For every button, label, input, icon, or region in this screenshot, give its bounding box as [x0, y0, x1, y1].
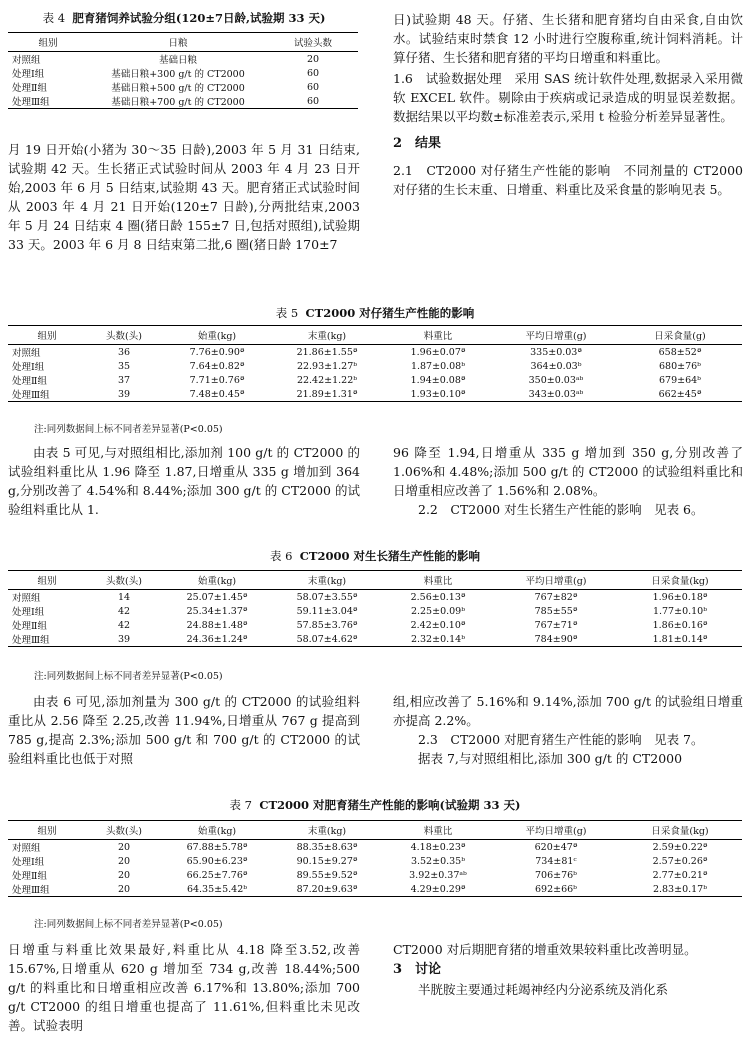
table-row [8, 618, 742, 632]
table-cell: 785±55ª [534, 605, 578, 617]
table-cell: 基础日粮+700 g/t 的 CT2000 [88, 94, 268, 109]
table-cell: 1.87±0.08ᵇ [410, 360, 466, 372]
table7 [8, 820, 742, 897]
table-cell: 350±0.03ᵃᵇ [528, 374, 584, 386]
column-header: 组别 [8, 326, 86, 345]
table5-caption: 表 5 CT2000 对仔猪生产性能的影响 [275, 306, 475, 320]
table6 [8, 570, 742, 647]
table-cell: 662±45ª [618, 387, 742, 402]
table-cell: 24.88±1.48ª [186, 619, 248, 631]
table-row [8, 604, 742, 618]
table-cell: 37 [117, 374, 131, 386]
column-header: 平均日增重(g) [494, 571, 618, 590]
table-cell: 处理Ⅰ组 [12, 362, 45, 373]
table-cell: 343±0.03ᵃᵇ [494, 387, 618, 402]
table6-note: 注:同列数据间上标不同者差异显著(P<0.05) [34, 671, 223, 682]
table-cell: 处理Ⅰ组 [12, 857, 45, 868]
table-row [8, 854, 742, 868]
table-cell: 66.25±7.76ª [186, 869, 248, 881]
table-cell: 65.90±6.23ª [186, 855, 248, 867]
column-header: 日采食量(kg) [618, 571, 742, 590]
text6-right: 组,相应改善了 5.16%和 9.14%,添加 700 g/t 的试验组日增重亦提高 2.2%。 2.3 CT2000 对肥育猪生产性能的影响 见表 7。 据表 7,与对照组相比,添加 300 g/t 的 CT2000 [393, 694, 743, 766]
table-cell: 4.18±0.23ª [410, 841, 466, 853]
table-cell: 1.86±0.16ª [652, 619, 708, 631]
table-cell: 784±90ª [494, 632, 618, 647]
text5-right: 96 降至 1.94,日增重从 335 g 增加到 350 g,分别改善了 1.06%和 4.48%;添加 500 g/t 的 CT2000 的试验组料重比和日增重相应改善了 1.56%和 2.08%。 2.2 CT2000 对生长猪生产性能的影响 见表 6。 [393, 445, 743, 517]
table-cell: 39 [86, 387, 162, 402]
table4-caption [8, 10, 360, 26]
table-cell: 对照组 [12, 55, 41, 66]
table-cell: 42 [117, 619, 131, 631]
table-cell: 对照组 [12, 348, 41, 359]
table-cell: 对照组 [12, 593, 41, 604]
column-header: 头数(头) [86, 571, 162, 590]
table-cell: 对照组 [12, 843, 41, 854]
table-row [8, 373, 742, 387]
table-cell: 60 [268, 94, 358, 109]
table-cell: 67.88±5.78ª [186, 841, 248, 853]
table-cell: 20 [117, 855, 131, 867]
table-cell: 2.56±0.13ª [410, 591, 466, 603]
left-para-1: 月 19 日开始(小猪为 30～35 日龄),2003 年 5 月 31 日结束,试验期 42 天。生长猪正式试验时间从 2003 年 4 月 23 日开始,2003 年 6 月 5 日结束,试验期 43 天。肥育猪正式试验时间从 2003 年 4 月 21 日开始(120±7 日龄),分两批结束,2003 年 5 月 24 日结束 4 圈(猪日龄 155±7 日,包括对照组),试验期 33 天。2003 年 6 月 8 日结束第二批,6 圈(猪日龄 170±7 [8, 142, 360, 252]
column-header: 始重(kg) [162, 326, 272, 345]
table-row [8, 590, 742, 605]
table-row [8, 66, 358, 80]
column-header: 料重比 [382, 326, 494, 345]
table-cell: 734±81ᶜ [535, 855, 577, 867]
column-header: 末重(kg) [272, 821, 382, 840]
column-header: 料重比 [382, 571, 494, 590]
table-cell: 59.11±3.04ª [296, 605, 358, 617]
table7-caption: 表 7 CT2000 对肥育猪生产性能的影响(试验期 33 天) [229, 798, 521, 812]
column-header: 日采食量(g) [618, 326, 742, 345]
table-cell: 620±47ª [534, 841, 578, 853]
table-cell: 7.48±0.45ª [162, 387, 272, 402]
table-cell: 处理Ⅲ组 [8, 94, 88, 109]
right-para-1: 日)试验期 48 天。仔猪、生长猪和肥育猪均自由采食,自由饮水。试验结束时禁食 12 小时进行空腹称重,统计饲料消耗。计算仔猪、生长猪和肥育猪的平均日增重和料重比。 [393, 12, 743, 65]
table-cell: 14 [117, 591, 131, 603]
table-cell: 处理Ⅱ组 [12, 376, 47, 387]
table-cell: 1.94±0.08ª [410, 374, 466, 386]
table-row [8, 52, 358, 67]
table-cell: 24.36±1.24ª [162, 632, 272, 647]
table-cell: 3.52±0.35ᵇ [410, 855, 466, 867]
column-header: 试验头数 [268, 33, 358, 52]
right-para-3: 2.1 CT2000 对仔猪生产性能的影响 不同剂量的 CT2000 对仔猪的生长末重、日增重、料重比及采食量的影响见表 5。 [393, 163, 743, 197]
column-header: 始重(kg) [162, 821, 272, 840]
table-row [8, 840, 742, 855]
column-header: 平均日增重(g) [494, 326, 618, 345]
table-cell: 88.35±8.63ª [296, 841, 358, 853]
table-cell: 处理Ⅰ组 [12, 607, 45, 618]
table-cell: 20 [117, 841, 131, 853]
table-cell: 处理Ⅰ组 [12, 69, 45, 80]
table-row [8, 882, 742, 897]
table-cell: 2.25±0.09ᵇ [410, 605, 466, 617]
table-cell: 2.59±0.22ª [652, 841, 708, 853]
table-cell: 90.15±9.27ª [296, 855, 358, 867]
table-cell: 58.07±3.55ª [296, 591, 358, 603]
column-header: 组别 [8, 571, 86, 590]
table-cell: 7.64±0.82ª [189, 360, 245, 372]
table-cell: 36 [117, 346, 131, 358]
table-cell: 692±66ᵇ [494, 882, 618, 897]
table-cell: 39 [86, 632, 162, 647]
table-cell: 57.85±3.76ª [296, 619, 358, 631]
table-row [8, 632, 742, 647]
table-cell: 2.32±0.14ᵇ [382, 632, 494, 647]
table-cell: 335±0.03ª [530, 346, 582, 358]
bottom-left: 日增重与料重比效果最好,料重比从 4.18 降至3.52,改善 15.67%,日增重从 620 g 增加至 734 g,改善 18.44%;500 g/t 的料重比和日增重相应改善 6.17%和 13.80%;添加 700 g/t CT2000 的组日增重也提高了 11.61%,但料重比未见改善。试验表明 [8, 942, 360, 1033]
table-cell: 42 [117, 605, 131, 617]
table-cell: 7.71±0.76ª [189, 374, 245, 386]
table-cell: 658±52ª [658, 346, 702, 358]
section-heading-results: 2 结果 [393, 136, 442, 151]
table5 [8, 325, 742, 402]
table-cell: 364±0.03ᵇ [530, 360, 582, 372]
table-cell: 679±64ᵇ [659, 374, 701, 386]
column-header: 头数(头) [86, 821, 162, 840]
table-row [8, 345, 742, 360]
caption-number: 表 4 [42, 11, 66, 25]
table-cell: 1.77±0.10ᵇ [652, 605, 708, 617]
table-cell: 89.55±9.52ª [296, 869, 358, 881]
table-cell: 处理Ⅱ组 [12, 871, 47, 882]
table-cell: 1.96±0.18ª [652, 591, 708, 603]
table-row [8, 387, 742, 402]
table-cell: 基础日粮+300 g/t 的 CT2000 [111, 69, 245, 80]
table-cell: 基础日粮+500 g/t 的 CT2000 [111, 83, 245, 94]
table-cell: 680±76ᵇ [659, 360, 701, 372]
table-row [8, 359, 742, 373]
table-cell: 60 [306, 81, 320, 93]
table7-note: 注:同列数据间上标不同者差异显著(P<0.05) [34, 919, 223, 930]
table-cell: 4.29±0.29ª [382, 882, 494, 897]
table5-note: 注:同列数据间上标不同者差异显著(P<0.05) [34, 424, 223, 435]
table-cell: 58.07±4.62ª [272, 632, 382, 647]
column-header: 组别 [8, 821, 86, 840]
table-cell: 25.07±1.45ª [186, 591, 248, 603]
table-row [8, 94, 358, 109]
table-cell: 767±71ª [534, 619, 578, 631]
table-cell: 20 [86, 882, 162, 897]
table-cell: 35 [117, 360, 131, 372]
column-header: 末重(kg) [272, 326, 382, 345]
column-header: 平均日增重(g) [494, 821, 618, 840]
table-cell: 处理Ⅲ组 [8, 632, 86, 647]
table-cell: 2.42±0.10ª [410, 619, 466, 631]
bottom-right: CT2000 对后期肥育猪的增重效果较料重比改善明显。 3 讨论 半胱胺主要通过耗竭神经内分泌系统及消化系 [393, 940, 743, 999]
table-cell: 7.76±0.90ª [189, 346, 245, 358]
table-cell: 22.93±1.27ᵇ [296, 360, 358, 372]
table-cell: 20 [306, 53, 320, 65]
table-cell: 处理Ⅱ组 [12, 621, 47, 632]
column-header: 头数(头) [86, 326, 162, 345]
table6-caption: 表 6 CT2000 对生长猪生产性能的影响 [269, 549, 481, 563]
table-cell: 1.93±0.10ª [382, 387, 494, 402]
column-header: 日采食量(kg) [618, 821, 742, 840]
table-cell: 1.81±0.14ª [618, 632, 742, 647]
table-cell: 767±82ª [534, 591, 578, 603]
right-top-text [393, 10, 743, 199]
table-row [8, 80, 358, 94]
column-header: 末重(kg) [272, 571, 382, 590]
caption-text: 肥育猪饲养试验分组(120±7日龄,试验期 33 天) [72, 11, 326, 25]
table4 [8, 32, 358, 109]
table-cell: 3.92±0.37ᵃᵇ [409, 869, 467, 881]
table-cell: 处理Ⅲ组 [8, 387, 86, 402]
table-cell: 基础日粮 [158, 55, 197, 66]
column-header: 日粮 [88, 33, 268, 52]
table-cell: 22.42±1.22ᵇ [296, 374, 358, 386]
table-cell: 处理Ⅲ组 [8, 882, 86, 897]
text5-left: 由表 5 可见,与对照组相比,添加剂 100 g/t 的 CT2000 的试验组料重比从 1.96 降至 1.87,日增重从 335 g 增加到 364 g,分别改善了 4.54%和 8.44%;添加 300 g/t 的 CT2000 的试验组料重比从 1. [8, 445, 360, 517]
table-cell: 60 [306, 67, 320, 79]
table-cell: 21.89±1.31ª [272, 387, 382, 402]
table-cell: 2.77±0.21ª [652, 869, 708, 881]
table-cell: 20 [117, 869, 131, 881]
column-header: 组别 [8, 33, 88, 52]
table-cell: 21.86±1.55ª [296, 346, 358, 358]
table-cell: 2.57±0.26ª [652, 855, 708, 867]
section-heading-discussion: 3 讨论 [393, 962, 442, 977]
table-cell: 1.96±0.07ª [410, 346, 466, 358]
column-header: 始重(kg) [162, 571, 272, 590]
table-cell: 2.83±0.17ᵇ [618, 882, 742, 897]
table-cell: 87.20±9.63ª [272, 882, 382, 897]
right-para-2: 1.6 试验数据处理 采用 SAS 统计软件处理,数据录入采用微软 EXCEL 软件。剔除由于疾病或记录造成的明显误差数据。数据结果以平均数±标准差表示,采用 t 检验分析差异显著性。 [393, 71, 743, 124]
table-cell: 处理Ⅱ组 [12, 83, 47, 94]
table-cell: 706±76ᵇ [535, 869, 577, 881]
column-header: 料重比 [382, 821, 494, 840]
table-row [8, 868, 742, 882]
table-cell: 64.35±5.42ᵇ [162, 882, 272, 897]
table-cell: 25.34±1.37ª [186, 605, 248, 617]
text6-left: 由表 6 可见,添加剂量为 300 g/t 的 CT2000 的试验组料重比从 2.56 降至 2.25,改善 11.94%,日增重从 767 g 提高到 785 g,提高 2.3%;添加 500 g/t 和 700 g/t 的 CT2000 的试验组料重比也低于对照 [8, 694, 360, 766]
